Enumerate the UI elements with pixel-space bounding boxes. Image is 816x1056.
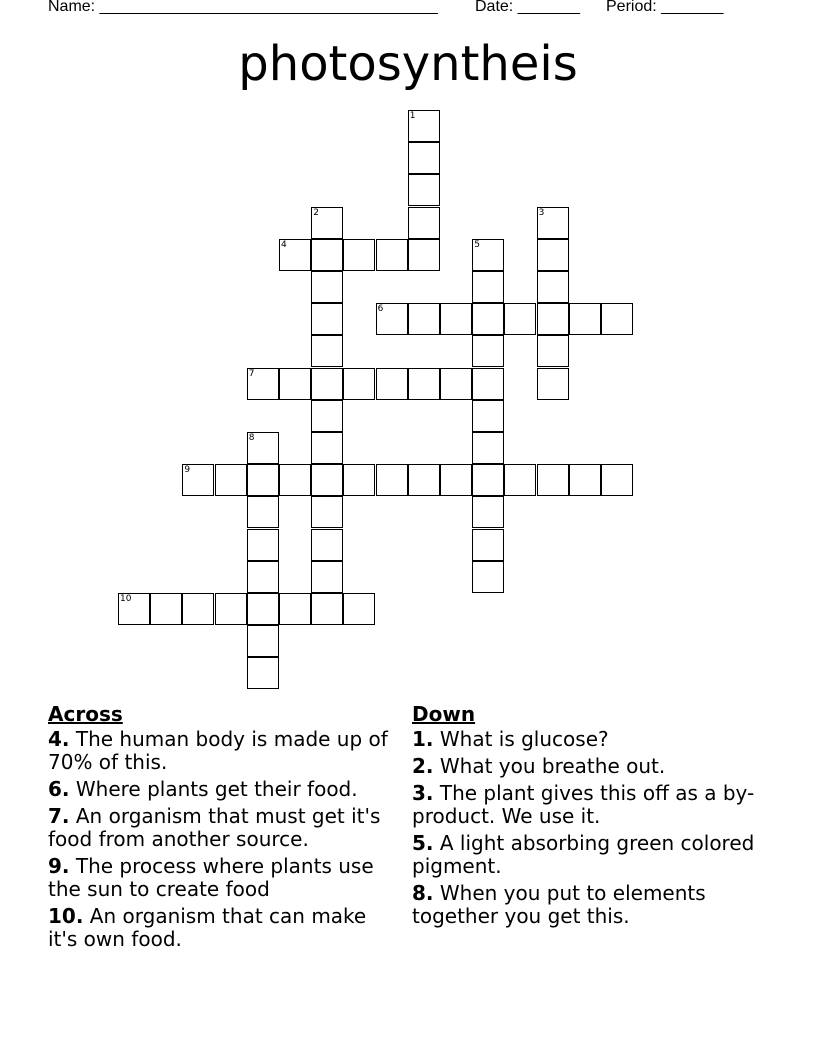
crossword-cell[interactable] (311, 368, 343, 400)
crossword-cell[interactable] (408, 464, 440, 496)
clue-number: 4. (48, 727, 70, 751)
crossword-cell[interactable] (182, 593, 214, 625)
across-clue (48, 805, 388, 851)
cell-number: 5 (474, 239, 480, 250)
crossword-cell[interactable] (537, 271, 569, 303)
crossword-cell[interactable] (247, 529, 279, 561)
crossword-cell[interactable] (537, 368, 569, 400)
cell-number: 1 (409, 111, 416, 121)
crossword-cell[interactable] (279, 368, 311, 400)
clue-number: 1. (412, 727, 434, 751)
crossword-cell[interactable] (472, 303, 504, 335)
across-heading: Across (48, 702, 123, 726)
crossword-cell[interactable] (311, 593, 343, 625)
crossword-cell[interactable] (408, 207, 440, 239)
down-clue (412, 832, 772, 878)
crossword-cell[interactable] (247, 432, 279, 464)
crossword-cell[interactable] (150, 593, 182, 625)
crossword-cell[interactable] (215, 593, 247, 625)
date-field-label: Date: _______ (475, 0, 580, 15)
crossword-cell[interactable] (311, 496, 343, 528)
clue-number: 2. (412, 754, 434, 778)
crossword-cell[interactable] (408, 142, 440, 174)
crossword-cell[interactable] (408, 239, 440, 271)
crossword-cell[interactable] (311, 335, 343, 367)
down-clue (412, 882, 772, 928)
across-clue (48, 728, 388, 774)
crossword-cell[interactable] (504, 303, 536, 335)
across-clue (48, 855, 388, 901)
crossword-cell[interactable] (247, 561, 279, 593)
cell-number: 3 (538, 207, 545, 218)
crossword-cell[interactable] (537, 239, 569, 271)
crossword-cell[interactable] (472, 400, 504, 432)
crossword-cell[interactable] (311, 271, 343, 303)
crossword-cell[interactable] (311, 561, 343, 593)
crossword-cell[interactable] (182, 464, 214, 496)
clue-number: 10. (48, 904, 84, 928)
crossword-cell[interactable] (343, 593, 375, 625)
clue-number: 7. (48, 804, 70, 828)
cell-number: 8 (248, 433, 255, 443)
crossword-cell[interactable] (376, 303, 408, 335)
crossword-cell[interactable] (247, 496, 279, 528)
clue-text: What is glucose? (433, 727, 609, 751)
across-clue (48, 905, 388, 951)
crossword-cell[interactable] (440, 303, 472, 335)
clue-number: 5. (412, 831, 434, 855)
cell-number: 2 (313, 207, 319, 218)
crossword-cell[interactable] (311, 432, 343, 464)
crossword-cell[interactable] (601, 464, 633, 496)
crossword-cell[interactable] (311, 239, 343, 271)
crossword-cell[interactable] (408, 303, 440, 335)
crossword-cell[interactable] (472, 335, 504, 367)
down-clue (412, 755, 772, 778)
crossword-cell[interactable] (601, 303, 633, 335)
crossword-cell[interactable] (279, 239, 311, 271)
crossword-cell[interactable] (408, 110, 440, 142)
crossword-cell[interactable] (215, 464, 247, 496)
clue-number: 3. (412, 781, 434, 805)
crossword-cell[interactable] (376, 239, 408, 271)
cell-number: 4 (281, 239, 287, 250)
crossword-cell[interactable] (537, 207, 569, 239)
crossword-cell[interactable] (440, 464, 472, 496)
down-clue (412, 782, 772, 828)
crossword-cell[interactable] (408, 174, 440, 206)
crossword-cell[interactable] (472, 529, 504, 561)
down-heading: Down (412, 702, 476, 726)
clue-number: 6. (48, 777, 70, 801)
clue-text: When you put to elements together you get this. (412, 881, 706, 928)
crossword-cell[interactable] (472, 496, 504, 528)
period-field-label: Period: _______ (606, 0, 724, 15)
clue-number: 8. (412, 881, 434, 905)
cell-number: 10 (120, 594, 132, 604)
crossword-cell[interactable] (472, 368, 504, 400)
down-clue (412, 728, 772, 751)
across-clue (48, 778, 388, 801)
crossword-cell[interactable] (569, 303, 601, 335)
name-field-label: Name: ______________________________________ (48, 0, 438, 15)
crossword-cell[interactable] (311, 207, 343, 239)
down-clues (412, 700, 772, 932)
crossword-cell[interactable] (279, 464, 311, 496)
clue-text: What you breathe out. (433, 754, 666, 778)
crossword-cell[interactable] (118, 593, 150, 625)
crossword-cell[interactable] (537, 303, 569, 335)
crossword-cell[interactable] (343, 239, 375, 271)
crossword-cell[interactable] (343, 368, 375, 400)
clue-text: An organism that must get it's food from another source. (48, 804, 381, 851)
crossword-cell[interactable] (311, 303, 343, 335)
crossword-cell[interactable] (247, 464, 279, 496)
crossword-cell[interactable] (247, 368, 279, 400)
crossword-cell[interactable] (247, 593, 279, 625)
page-title: photosyntheis (238, 36, 578, 92)
clue-text: The plant gives this off as a by-product. We use it. (412, 781, 755, 828)
crossword-cell[interactable] (537, 464, 569, 496)
crossword-cell[interactable] (537, 335, 569, 367)
crossword-cell[interactable] (569, 464, 601, 496)
crossword-cell[interactable] (376, 464, 408, 496)
clue-number: 9. (48, 854, 70, 878)
crossword-cell[interactable] (472, 432, 504, 464)
clue-text: A light absorbing green colored pigment. (412, 831, 755, 878)
crossword-cell[interactable] (247, 625, 279, 657)
crossword-cell[interactable] (343, 464, 375, 496)
crossword-cell[interactable] (504, 464, 536, 496)
crossword-cell[interactable] (440, 368, 472, 400)
crossword-cell[interactable] (247, 657, 279, 689)
clue-text: The human body is made up of 70% of this. (48, 727, 388, 774)
cell-number: 6 (377, 304, 384, 315)
clue-text: An organism that can make it's own food. (48, 904, 367, 951)
crossword-cell[interactable] (311, 529, 343, 561)
crossword-cell[interactable] (472, 561, 504, 593)
across-clues (48, 700, 388, 955)
crossword-cell[interactable] (472, 464, 504, 496)
crossword-cell[interactable] (311, 464, 343, 496)
crossword-cell[interactable] (376, 368, 408, 400)
crossword-cell[interactable] (408, 368, 440, 400)
cell-number: 7 (248, 368, 255, 379)
clue-text: Where plants get their food. (69, 777, 358, 801)
crossword-cell[interactable] (472, 271, 504, 303)
crossword-cell[interactable] (472, 239, 504, 271)
crossword-cell[interactable] (311, 400, 343, 432)
clue-text: The process where plants use the sun to create food (48, 854, 374, 901)
crossword-cell[interactable] (279, 593, 311, 625)
cell-number: 9 (184, 465, 191, 476)
